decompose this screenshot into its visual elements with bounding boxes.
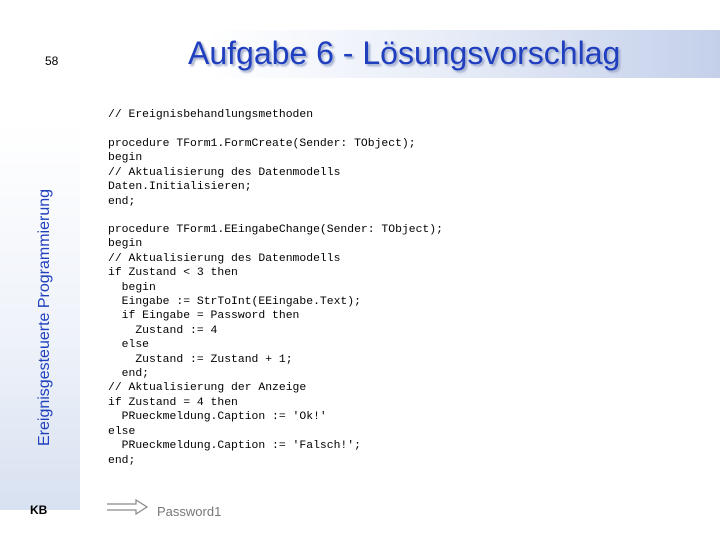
code-line: begin — [108, 152, 143, 165]
code-line: PRueckmeldung.Caption := 'Falsch!'; — [108, 440, 361, 453]
code-line: PRueckmeldung.Caption := 'Ok!' — [108, 411, 327, 424]
code-line: // Aktualisierung der Anzeige — [108, 382, 307, 395]
code-block-formcreate — [108, 137, 416, 209]
code-line: // Aktualisierung des Datenmodells — [108, 166, 341, 179]
code-line: end; — [108, 454, 136, 467]
code-block-eingabechange — [108, 223, 443, 468]
code-line: else — [108, 339, 150, 352]
author-initials: KB — [30, 503, 48, 517]
code-line: Zustand := Zustand + 1; — [108, 353, 293, 366]
password-link[interactable]: Password1 — [157, 504, 222, 519]
code-line: Eingabe := StrToInt(EEingabe.Text); — [108, 296, 361, 309]
code-line: // Aktualisierung des Datenmodells — [108, 252, 341, 265]
code-line: else — [108, 425, 136, 438]
code-line: procedure TForm1.EEingabeChange(Sender: TObject); — [108, 224, 443, 236]
code-line: Daten.Initialisieren; — [108, 181, 252, 194]
slide-number: 58 — [45, 54, 59, 68]
code-comment-header — [108, 108, 313, 122]
code-line: // Ereignisbehandlungsmethoden — [108, 109, 314, 121]
code-line: if Zustand < 3 then — [108, 267, 238, 280]
vertical-course-title: Ereignisgesteuerte Programmierung — [36, 188, 53, 446]
slide-title: Aufgabe 6 - Lösungsvorschlag — [188, 35, 621, 71]
code-line: if Zustand = 4 then — [108, 396, 238, 409]
arrow-right-icon[interactable] — [106, 498, 148, 516]
code-line: procedure TForm1.FormCreate(Sender: TObject); — [108, 138, 416, 150]
code-line: begin — [108, 238, 143, 251]
code-line: begin — [108, 281, 156, 294]
code-line: if Eingabe = Password then — [108, 310, 300, 323]
code-line: Zustand := 4 — [108, 324, 218, 337]
code-line: end; — [108, 368, 150, 381]
code-line: end; — [108, 195, 136, 208]
